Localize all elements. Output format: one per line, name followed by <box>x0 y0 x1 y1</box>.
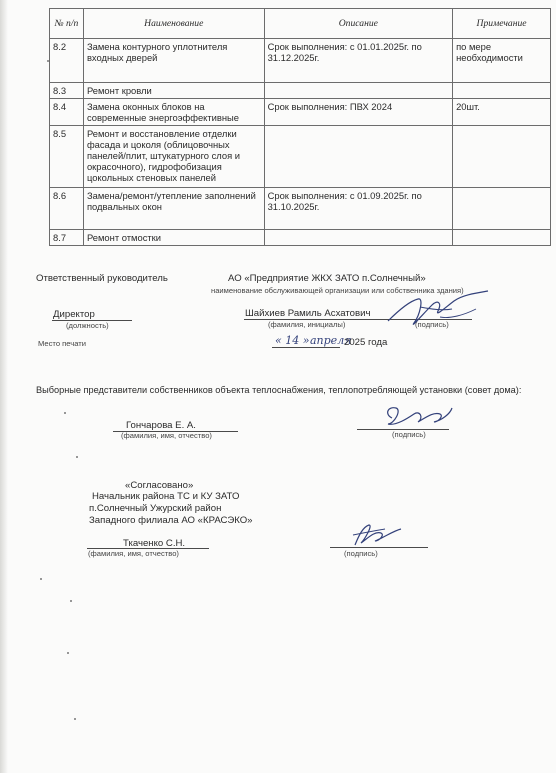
scan-speck <box>47 60 49 62</box>
date-year: 2025 года <box>344 337 388 348</box>
row-note: 20шт. <box>453 99 551 126</box>
row-description: Срок выполнения: с 01.09.2025г. по 31.10.2025г. <box>264 188 452 230</box>
representative-name-caption: (фамилия, имя, отчество) <box>121 431 212 440</box>
date-day: « 14 » <box>275 334 310 347</box>
row-description: Срок выполнения: ПВХ 2024 <box>264 99 452 126</box>
table-row <box>50 230 551 246</box>
agreed-name-caption: (фамилия, имя, отчество) <box>88 549 179 558</box>
date-line <box>272 347 340 348</box>
scan-speck <box>74 718 76 720</box>
header-name: Наименование <box>83 9 264 39</box>
agreed-position-line1: Начальник района ТС и КУ ЗАТО <box>92 491 240 502</box>
row-description <box>264 83 452 99</box>
row-name: Замена оконных блоков на современные энергоэффективные <box>83 99 264 126</box>
row-number: 8.2 <box>50 39 84 83</box>
scan-speck <box>40 578 42 580</box>
row-note <box>453 126 551 188</box>
position-caption: (должность) <box>66 321 109 330</box>
row-note <box>453 188 551 230</box>
table-header-row <box>50 9 551 39</box>
row-note <box>453 83 551 99</box>
agreed-title: «Согласовано» <box>125 480 194 491</box>
row-description <box>264 230 452 246</box>
signature-caption: (подпись) <box>415 320 449 329</box>
agreed-position-line2: п.Солнечный Ужурский район <box>89 503 222 514</box>
director-signature <box>380 287 495 332</box>
works-table <box>49 8 551 246</box>
responsible-name: Шайхиев Рамиль Асхатович <box>245 308 371 319</box>
row-note: по мере необходимости <box>453 39 551 83</box>
row-name: Замена/ремонт/утепление заполнений подвальных окон <box>83 188 264 230</box>
row-number: 8.6 <box>50 188 84 230</box>
row-note <box>453 230 551 246</box>
row-name: Замена контурного уплотнителя входных дверей <box>83 39 264 83</box>
row-number: 8.7 <box>50 230 84 246</box>
agreed-position-line3: Западного филиала АО «КРАСЭКО» <box>89 515 253 526</box>
agreed-signature-caption: (подпись) <box>344 549 378 558</box>
agreed-signature-line <box>330 547 428 548</box>
scan-speck <box>64 412 66 414</box>
row-number: 8.3 <box>50 83 84 99</box>
representative-name: Гончарова Е. А. <box>126 420 196 431</box>
table-row <box>50 39 551 83</box>
organization-name: АО «Предприятие ЖКХ ЗАТО п.Солнечный» <box>228 273 426 284</box>
agreed-name: Ткаченко С.Н. <box>123 538 186 549</box>
representative-signature-caption: (подпись) <box>392 430 426 439</box>
date-month: апреля <box>310 334 352 347</box>
row-description: Срок выполнения: с 01.01.2025г. по 31.12.2025г. <box>264 39 452 83</box>
table-row <box>50 188 551 230</box>
row-number: 8.5 <box>50 126 84 188</box>
table-row <box>50 126 551 188</box>
table-row <box>50 83 551 99</box>
header-note: Примечание <box>453 9 551 39</box>
row-number: 8.4 <box>50 99 84 126</box>
header-number: № п/п <box>50 9 84 39</box>
representative-signature <box>380 400 455 432</box>
table-row <box>50 99 551 126</box>
scan-shadow <box>0 0 8 773</box>
representatives-label: Выборные представители собственников объекта теплоснабжения, теплопотребляющей установки (совет дома): <box>36 385 522 395</box>
responsible-label: Ответственный руководитель <box>36 273 168 284</box>
position-value: Директор <box>53 309 95 320</box>
scan-speck <box>67 652 69 654</box>
row-description <box>264 126 452 188</box>
header-description: Описание <box>264 9 452 39</box>
name-caption: (фамилия, инициалы) <box>268 320 346 329</box>
organization-caption: наименование обслуживающей организации или собственника здания) <box>211 286 464 295</box>
row-name: Ремонт и восстановление отделки фасада и цоколя (облицовочных панелей/плит, штукатурного слоя и окрасочного), гидрофобизация цокольных стеновых панелей <box>83 126 264 188</box>
scan-speck <box>76 456 78 458</box>
stamp-place: Место печати <box>38 339 86 348</box>
row-name: Ремонт кровли <box>83 83 264 99</box>
scan-speck <box>70 600 72 602</box>
row-name: Ремонт отмостки <box>83 230 264 246</box>
